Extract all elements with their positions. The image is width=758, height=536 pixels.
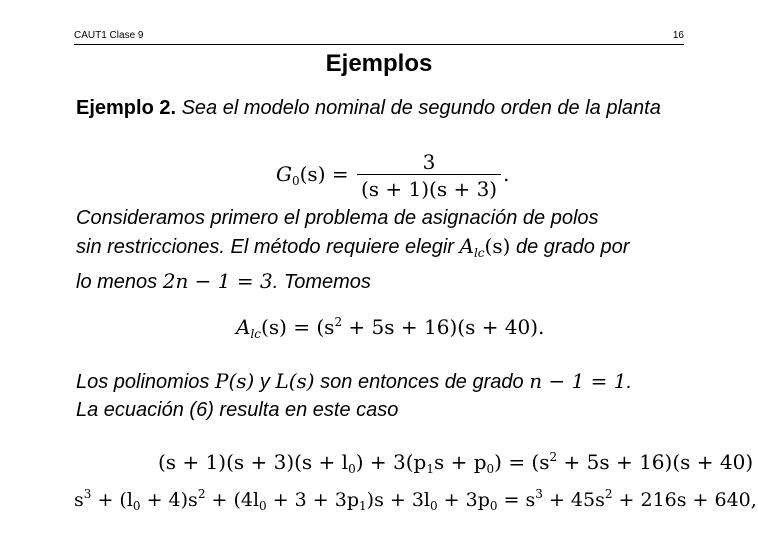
example-text: Sea el modelo nominal de segundo orden de la planta [181,97,661,119]
eq3-s3: 0 [486,462,495,476]
example-label: Ejemplo 2. [76,97,177,119]
eq4-i: + 45s [542,489,605,511]
eq4-h: = s [497,489,536,511]
eq4-b: + (l [91,489,133,511]
eq2-lhs: A [236,315,251,339]
equation-coefficients [74,487,757,513]
eq4-d-sub: 0 [259,499,267,513]
para3-c: . [626,371,633,393]
para2-expr: 2n − 1 = 3 [162,269,273,293]
eq1-trail: . [503,162,510,186]
eq3-p4: ) = (s [494,450,550,474]
eq4-g: + 3p [437,489,490,511]
equation-expanded [158,450,753,476]
slide-title: Ejemplos [325,50,433,77]
eq1-lhs-arg: (s) = [299,162,349,186]
eq3-p2: ) + 3(p [355,450,427,474]
eq4-f: )s + 3l [366,489,430,511]
eq1-denominator: (s + 1)(s + 3) [357,174,501,201]
eq1-numerator: 3 [422,150,436,174]
para3-line2: La ecuación (6) resulta en este caso [76,399,399,421]
eq4-e-sub: 1 [359,499,367,513]
para3-y: y [259,371,270,393]
eq1-lhs: G [276,162,292,186]
eq4-c-sup: 2 [197,487,206,501]
eq1-lhs-sub: 0 [291,174,300,188]
eq4-j: + 216s + 640, [612,489,757,511]
para2-A: A [459,234,474,258]
eq4-f-sub: 0 [429,499,438,513]
page-number: 16 [672,30,684,41]
para3-P: P(s) [214,369,255,393]
equation-plant-model [276,150,509,201]
page-header [74,28,684,45]
para2-line2a: sin restricciones. El método requiere elegir [76,236,454,258]
eq3-p1: (s + 1)(s + 3)(s + l [158,450,349,474]
eq2-rhs-b: + 5s + 16)(s + 40). [342,315,545,339]
eq3-p3: s + p [433,450,487,474]
para3-expr: n − 1 = 1 [529,369,627,393]
eq4-b-sub: 0 [132,499,141,513]
eq4-a-sup: 3 [83,487,92,501]
paragraph-pole-assignment [76,204,682,296]
para3-b: son entonces de grado [320,371,524,393]
eq2-rhs-a: (s) = (s [261,315,335,339]
paragraph-example-intro [76,94,682,122]
eq3-s1: 0 [348,462,356,476]
eq4-i-sup: 2 [604,487,613,501]
para3-L: L(s) [275,369,315,393]
eq2-square: 2 [334,315,343,329]
eq4-h-sup: 3 [535,487,543,501]
eq3-p5: + 5s + 16)(s + 40) [557,450,754,474]
para2-line3b: . Tomemos [272,271,371,293]
equation-alc [236,315,544,341]
para2-line2b: de grado por [515,236,630,258]
eq3-s2: 1 [426,462,434,476]
paragraph-polynomials [76,367,682,424]
para3-a: Los polinomios [76,371,210,393]
eq4-d: + (4l [205,489,260,511]
eq4-g-sub: 0 [489,499,498,513]
para2-line3a: lo menos [76,271,158,293]
eq1-fraction [357,150,501,201]
eq3-square: 2 [549,450,558,464]
eq2-lhs-sub: lc [250,327,262,341]
eq4-e: + 3 + 3p [266,489,360,511]
para2-A-sub: lc [473,246,485,260]
para2-line1: Consideramos primero el problema de asignación de polos [76,207,599,229]
course-label: CAUT1 Clase 9 [74,30,144,41]
eq4-c: + 4)s [140,489,198,511]
para2-A-symbol [460,234,511,258]
para2-A-arg: (s) [484,234,511,258]
eq4-a: s [74,489,84,511]
